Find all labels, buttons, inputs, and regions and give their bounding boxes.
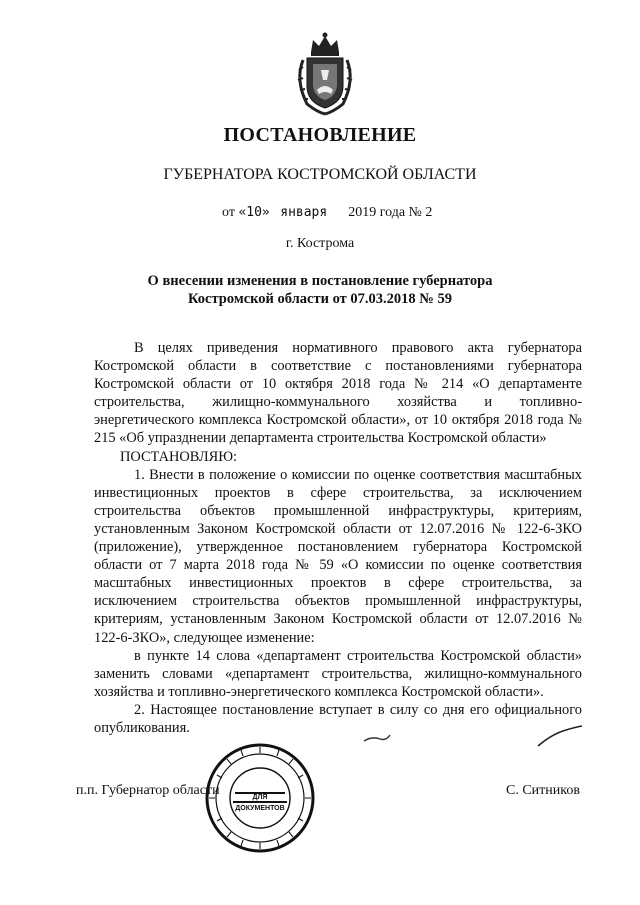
date-prefix: от (222, 205, 235, 220)
date-day: «10» (238, 205, 270, 220)
heading-line-2: Костромской области от 07.03.2018 № 59 (188, 291, 452, 307)
decree-word: ПОСТАНОВЛЯЮ: (120, 448, 238, 465)
heading-line-1: О внесении изменения в постановление губернатора (147, 273, 493, 289)
svg-text:ДОКУМЕНТОВ: ДОКУМЕНТОВ (235, 805, 285, 812)
document-title: ПОСТАНОВЛЕНИЕ (223, 124, 417, 146)
coat-of-arms-emblem (293, 30, 357, 116)
item-1-subparagraph: в пункте 14 слова «департамент строительства Костромской области» заменить словами «департамент строительства, жилищно-коммунального хозяйства и топливно-энергетического комплекса Костромской области». (94, 647, 582, 700)
signature-left: п.п. Губернатор области (76, 783, 220, 798)
signature-right: С. Ситников (506, 783, 580, 798)
date-month: января (280, 205, 328, 220)
handwritten-mark (362, 732, 392, 744)
preamble-paragraph: В целях приведения нормативного правового акта губернатора Костромской области в соответствие с постановлениями губернатора Костромской области от 10 октября 2018 года № 214 «О департаменте строительства, жилищно-коммунального хозяйства и топливно-энергетического комплекса Костромской области», от 10 октября 2018 года № 215 «Об упразднении департамента строительства Костромской области» (94, 340, 582, 447)
document-body (94, 339, 582, 737)
svg-text:ДЛЯ: ДЛЯ (252, 794, 268, 801)
document-heading (120, 272, 520, 308)
item-1-paragraph: 1. Внести в положение о комиссии по оценке соответствия масштабных инвестиционных проектов в сфере строительства, за исключением строительства объектов промышленной инфраструктуры, критериям, установленным Законом Костромской области от 12.07.2016 № 122-6-ЗКО (приложение), утвержденное постановлением губернатора Костромской области от 7 марта 2018 года № 59 «О комиссии по оценке соответствия масштабных инвестиционных проектов в сфере строительства, за исключением строительства объектов промышленной инфраструктуры, критериям, установленным Законом Костромской области от 12.07.2016 № 122-6-ЗКО», следующее изменение: (94, 466, 582, 646)
signature-mark (536, 724, 584, 748)
item-2-paragraph: 2. Настоящее постановление вступает в силу со дня его официального опубликования. (94, 701, 582, 736)
document-subtitle: ГУБЕРНАТОРА КОСТРОМСКОЙ ОБЛАСТИ (163, 166, 477, 183)
date-year: 2019 года (348, 205, 406, 220)
document-city: г. Кострома (285, 236, 355, 251)
official-stamp (205, 743, 315, 853)
document-number: № 2 (408, 205, 433, 220)
document-dateline (222, 205, 432, 221)
